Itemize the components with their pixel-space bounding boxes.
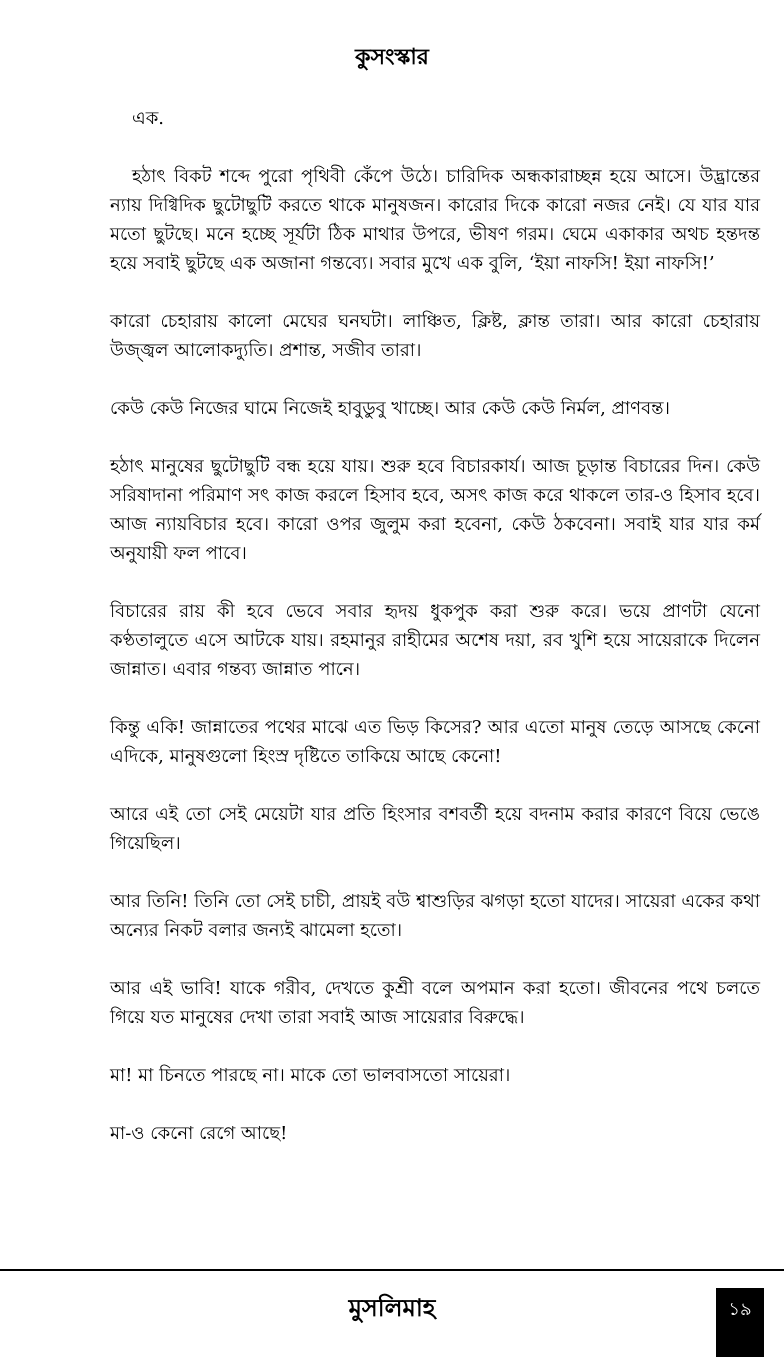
publication-name: মুসলিমাহ (348, 1293, 436, 1322)
chapter-title: কুসংস্কার (355, 44, 429, 70)
paragraph: আর এই ভাবি! যাকে গরীব, দেখতে কুশ্রী বলে অপমান করা হতো। জীবনের পথে চলতে গিয়ে যত মানুষের দেখা তারা সবাই আজ সায়েরার বিরুদ্ধে। (110, 978, 760, 1028)
paragraph: কিন্তু একি! জান্নাতের পথের মাঝে এত ভিড় কিসের? আর এতো মানুষ তেড়ে আসছে কেনো এদিকে, মানুষগুলো হিংস্র দৃষ্টিতে তাকিয়ে আছে কেনো! (110, 717, 760, 767)
footer-divider (0, 1269, 784, 1271)
page-number: ১৯ (728, 1299, 752, 1320)
section-heading: এক. (132, 108, 165, 129)
paragraph: হঠাৎ মানুষের ছুটোছুটি বন্ধ হয়ে যায়। শুরু হবে বিচারকার্য। আজ চূড়ান্ত বিচারের দিন। কেউ সরিষাদানা পরিমাণ সৎ কাজ করলে হিসাব হবে, অসৎ কাজ করে থাকলে তার-ও হিসাব হবে। আজ ন্যায়বিচার হবে। কারো ওপর জুলুম করা হবেনা, কেউ ঠকবেনা। সবাই যার যার কর্ম অনুযায়ী ফল পাবে। (110, 456, 760, 564)
paragraph: মা-ও কেনো রেগে আছে! (110, 1123, 288, 1144)
paragraph: হঠাৎ বিকট শব্দে পুরো পৃথিবী কেঁপে উঠে। চারিদিক অন্ধকারাচ্ছন্ন হয়ে আসে। উদ্ভ্রান্তের ন্যায় দিগ্বিদিক ছুটোছুটি করতে থাকে মানুষজন। কারোর দিকে কারো নজর নেই। যে যার যার মতো ছুটছে। মনে হচ্ছে সূর্যটা ঠিক মাথার উপরে, ভীষণ গরম। ঘেমে একাকার অথচ হন্তদন্ত হয়ে সবাই ছুটছে এক অজানা গন্তব্যে। সবার মুখে এক বুলি, ‘ইয়া নাফসি! ইয়া নাফসি!’ (110, 166, 760, 274)
paragraph: আরে এই তো সেই মেয়েটা যার প্রতি হিংসার বশবর্তী হয়ে বদনাম করার কারণে বিয়ে ভেঙে গিয়েছিল। (110, 804, 760, 854)
paragraph: কারো চেহারায় কালো মেঘের ঘনঘটা। লাঞ্চিত, ক্লিষ্ট, ক্লান্ত তারা। আর কারো চেহারায় উজ্জ্বল আলোকদ্যুতি। প্রশান্ত, সজীব তারা। (110, 311, 760, 361)
page-number-badge (716, 1288, 764, 1357)
body-text (110, 104, 760, 1177)
paragraph: মা! মা চিনতে পারছে না। মাকে তো ভালবাসতো সায়েরা। (110, 1065, 511, 1086)
paragraph: কেউ কেউ নিজের ঘামে নিজেই হাবুডুবু খাচ্ছে। আর কেউ কেউ নির্মল, প্রাণবন্ত। (110, 398, 670, 419)
paragraph: বিচারের রায় কী হবে ভেবে সবার হৃদয় ধুকপুক করা শুরু করে। ভয়ে প্রাণটা যেনো কণ্ঠতালুতে এসে আটকে যায়। রহমানুর রাহীমের অশেষ দয়া, রব খুশি হয়ে সায়েরাকে দিলেন জান্নাত। এবার গন্তব্য জান্নাত পানে। (110, 601, 760, 680)
paragraph: আর তিনি! তিনি তো সেই চাচী, প্রায়ই বউ শ্বাশুড়ির ঝগড়া হতো যাদের। সায়েরা একের কথা অন্যের নিকট বলার জন্যই ঝামেলা হতো। (110, 891, 760, 941)
